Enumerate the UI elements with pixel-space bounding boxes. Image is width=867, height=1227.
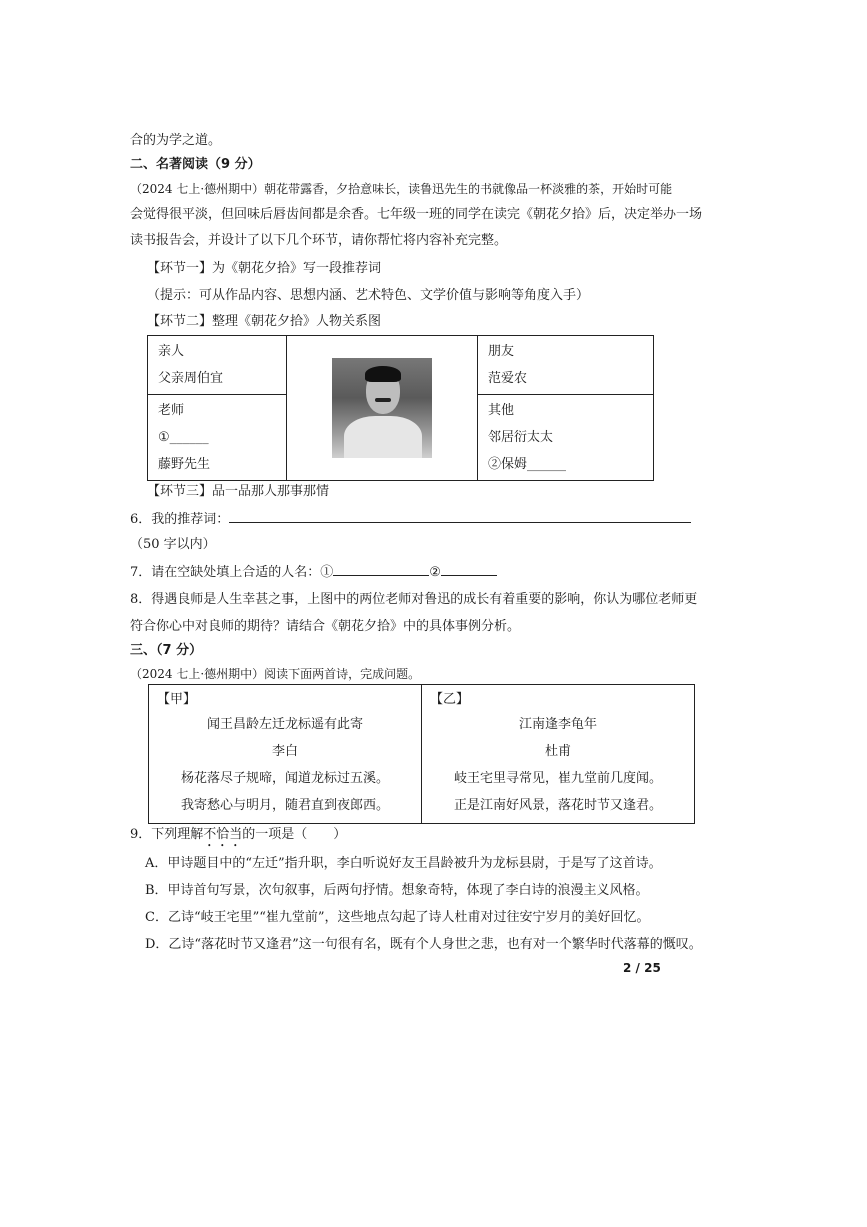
other-value: 邻居衍太太 <box>488 430 554 445</box>
question-9 <box>130 826 346 850</box>
poem-b-tag: 【乙】 <box>430 692 470 707</box>
poem-b-author: 杜甫 <box>544 744 571 759</box>
poem-b-line-2: 正是江南好风景，落花时节又逢君。 <box>453 798 662 813</box>
poem-a-line-2: 我寄愁心与明月，随君直到夜郎西。 <box>180 798 389 813</box>
poem-a-author: 李白 <box>271 744 298 759</box>
section3-intro: （2024 七上·德州期中）阅读下面两首诗，完成问题。 <box>130 667 421 681</box>
page-number: 2 / 25 <box>623 961 661 975</box>
friend-cell <box>478 336 654 395</box>
q9-prefix: 9．下列理解 <box>130 827 204 842</box>
q7-blank-1[interactable] <box>333 563 429 576</box>
hint-text: （提示：可从作品内容、思想内涵、艺术特色、文学价值与影响等角度入手） <box>147 288 590 303</box>
teacher-label: 老师 <box>158 403 185 418</box>
teacher-value: 藤野先生 <box>158 457 211 472</box>
question-8-line-2: 符合你心中对良师的期待？请结合《朝花夕拾》中的具体事例分析。 <box>130 619 521 634</box>
friend-value: 范爱农 <box>488 371 528 386</box>
poem-a-cell <box>149 685 422 824</box>
step2-text: 【环节二】整理《朝花夕拾》人物关系图 <box>147 314 382 329</box>
question-6 <box>130 510 691 529</box>
poem-a-line-1: 杨花落尽子规啼，闻道龙标过五溪。 <box>180 771 389 786</box>
other-cell <box>478 395 654 481</box>
other-label: 其他 <box>488 403 515 418</box>
question-7 <box>130 563 497 582</box>
option-b[interactable]: B．甲诗首句写景，次句叙事，后两句抒情。想象奇特，体现了李白诗的浪漫主义风格。 <box>145 883 649 898</box>
option-c[interactable]: C．乙诗“岐王宅里”“崔九堂前”，这些地点勾起了诗人杜甫对过往安宁岁月的美好回忆。 <box>145 910 650 925</box>
poem-b-line-1: 岐王宅里寻常见，崔九堂前几度闻。 <box>453 771 662 786</box>
character-relation-table <box>147 335 654 481</box>
poem-b-cell <box>422 685 695 824</box>
poem-a-tag: 【甲】 <box>157 692 197 707</box>
section2-intro-2: 会觉得很平淡，但回味后唇齿间都是余香。七年级一班的同学在读完《朝花夕拾》后，决定举办一场 <box>130 207 703 222</box>
teacher-cell <box>148 395 287 481</box>
q9-suffix: 的一项是（ ） <box>242 827 347 842</box>
step1-text: 【环节一】为《朝花夕拾》写一段推荐词 <box>147 261 382 276</box>
q6-label: 6．我的推荐词： <box>130 512 230 527</box>
q7-blank-2[interactable] <box>441 563 497 576</box>
portrait-image <box>332 358 432 458</box>
step3-text: 【环节三】品一品那人那事那情 <box>147 484 330 499</box>
q6-answer-line[interactable] <box>229 510 691 523</box>
q7-label: 7．请在空缺处填上合适的人名： <box>130 565 321 580</box>
family-cell <box>148 336 287 395</box>
q7-mark-1: ① <box>320 565 334 580</box>
section2-heading: 二、名著阅读（9 分） <box>130 157 261 172</box>
q7-mark-2: ② <box>429 565 441 580</box>
section3-heading: 三、（7 分） <box>130 643 203 658</box>
teacher-blank: ①______ <box>158 430 209 445</box>
family-value: 父亲周伯宜 <box>158 371 224 386</box>
section2-intro-3: 读书报告会，并设计了以下几个环节，请你帮忙将内容补充完整。 <box>130 233 508 248</box>
portrait-cell <box>287 336 478 481</box>
continued-text: 合的为学之道。 <box>130 133 222 148</box>
family-label: 亲人 <box>158 344 185 359</box>
section2-intro-1: （2024 七上·德州期中）朝花带露香，夕拾意味长，读鲁迅先生的书就像品一杯淡雅的茶，开始时可能 <box>130 182 673 196</box>
poem-a-title: 闻王昌龄左迁龙标遥有此寄 <box>206 717 363 732</box>
q6-note: （50 字以内） <box>130 537 216 552</box>
friend-label: 朋友 <box>488 344 515 359</box>
poems-table <box>148 684 695 824</box>
question-8-line-1: 8．得遇良师是人生幸甚之事，上图中的两位老师对鲁迅的成长有着重要的影响，你认为哪位老师更 <box>130 592 698 607</box>
option-d[interactable]: D．乙诗“落花时节又逢君”这一句很有名，既有个人身世之悲，也有对一个繁华时代落幕的慨叹。 <box>145 937 702 952</box>
option-a[interactable]: A．甲诗题目中的“左迁”指升职，李白听说好友王昌龄被升为龙标县尉，于是写了这首诗。 <box>145 856 662 871</box>
poem-b-title: 江南逢李龟年 <box>518 717 597 732</box>
other-blank: ②保姆______ <box>488 457 567 472</box>
q9-emphasis: 不恰当 <box>203 827 243 842</box>
